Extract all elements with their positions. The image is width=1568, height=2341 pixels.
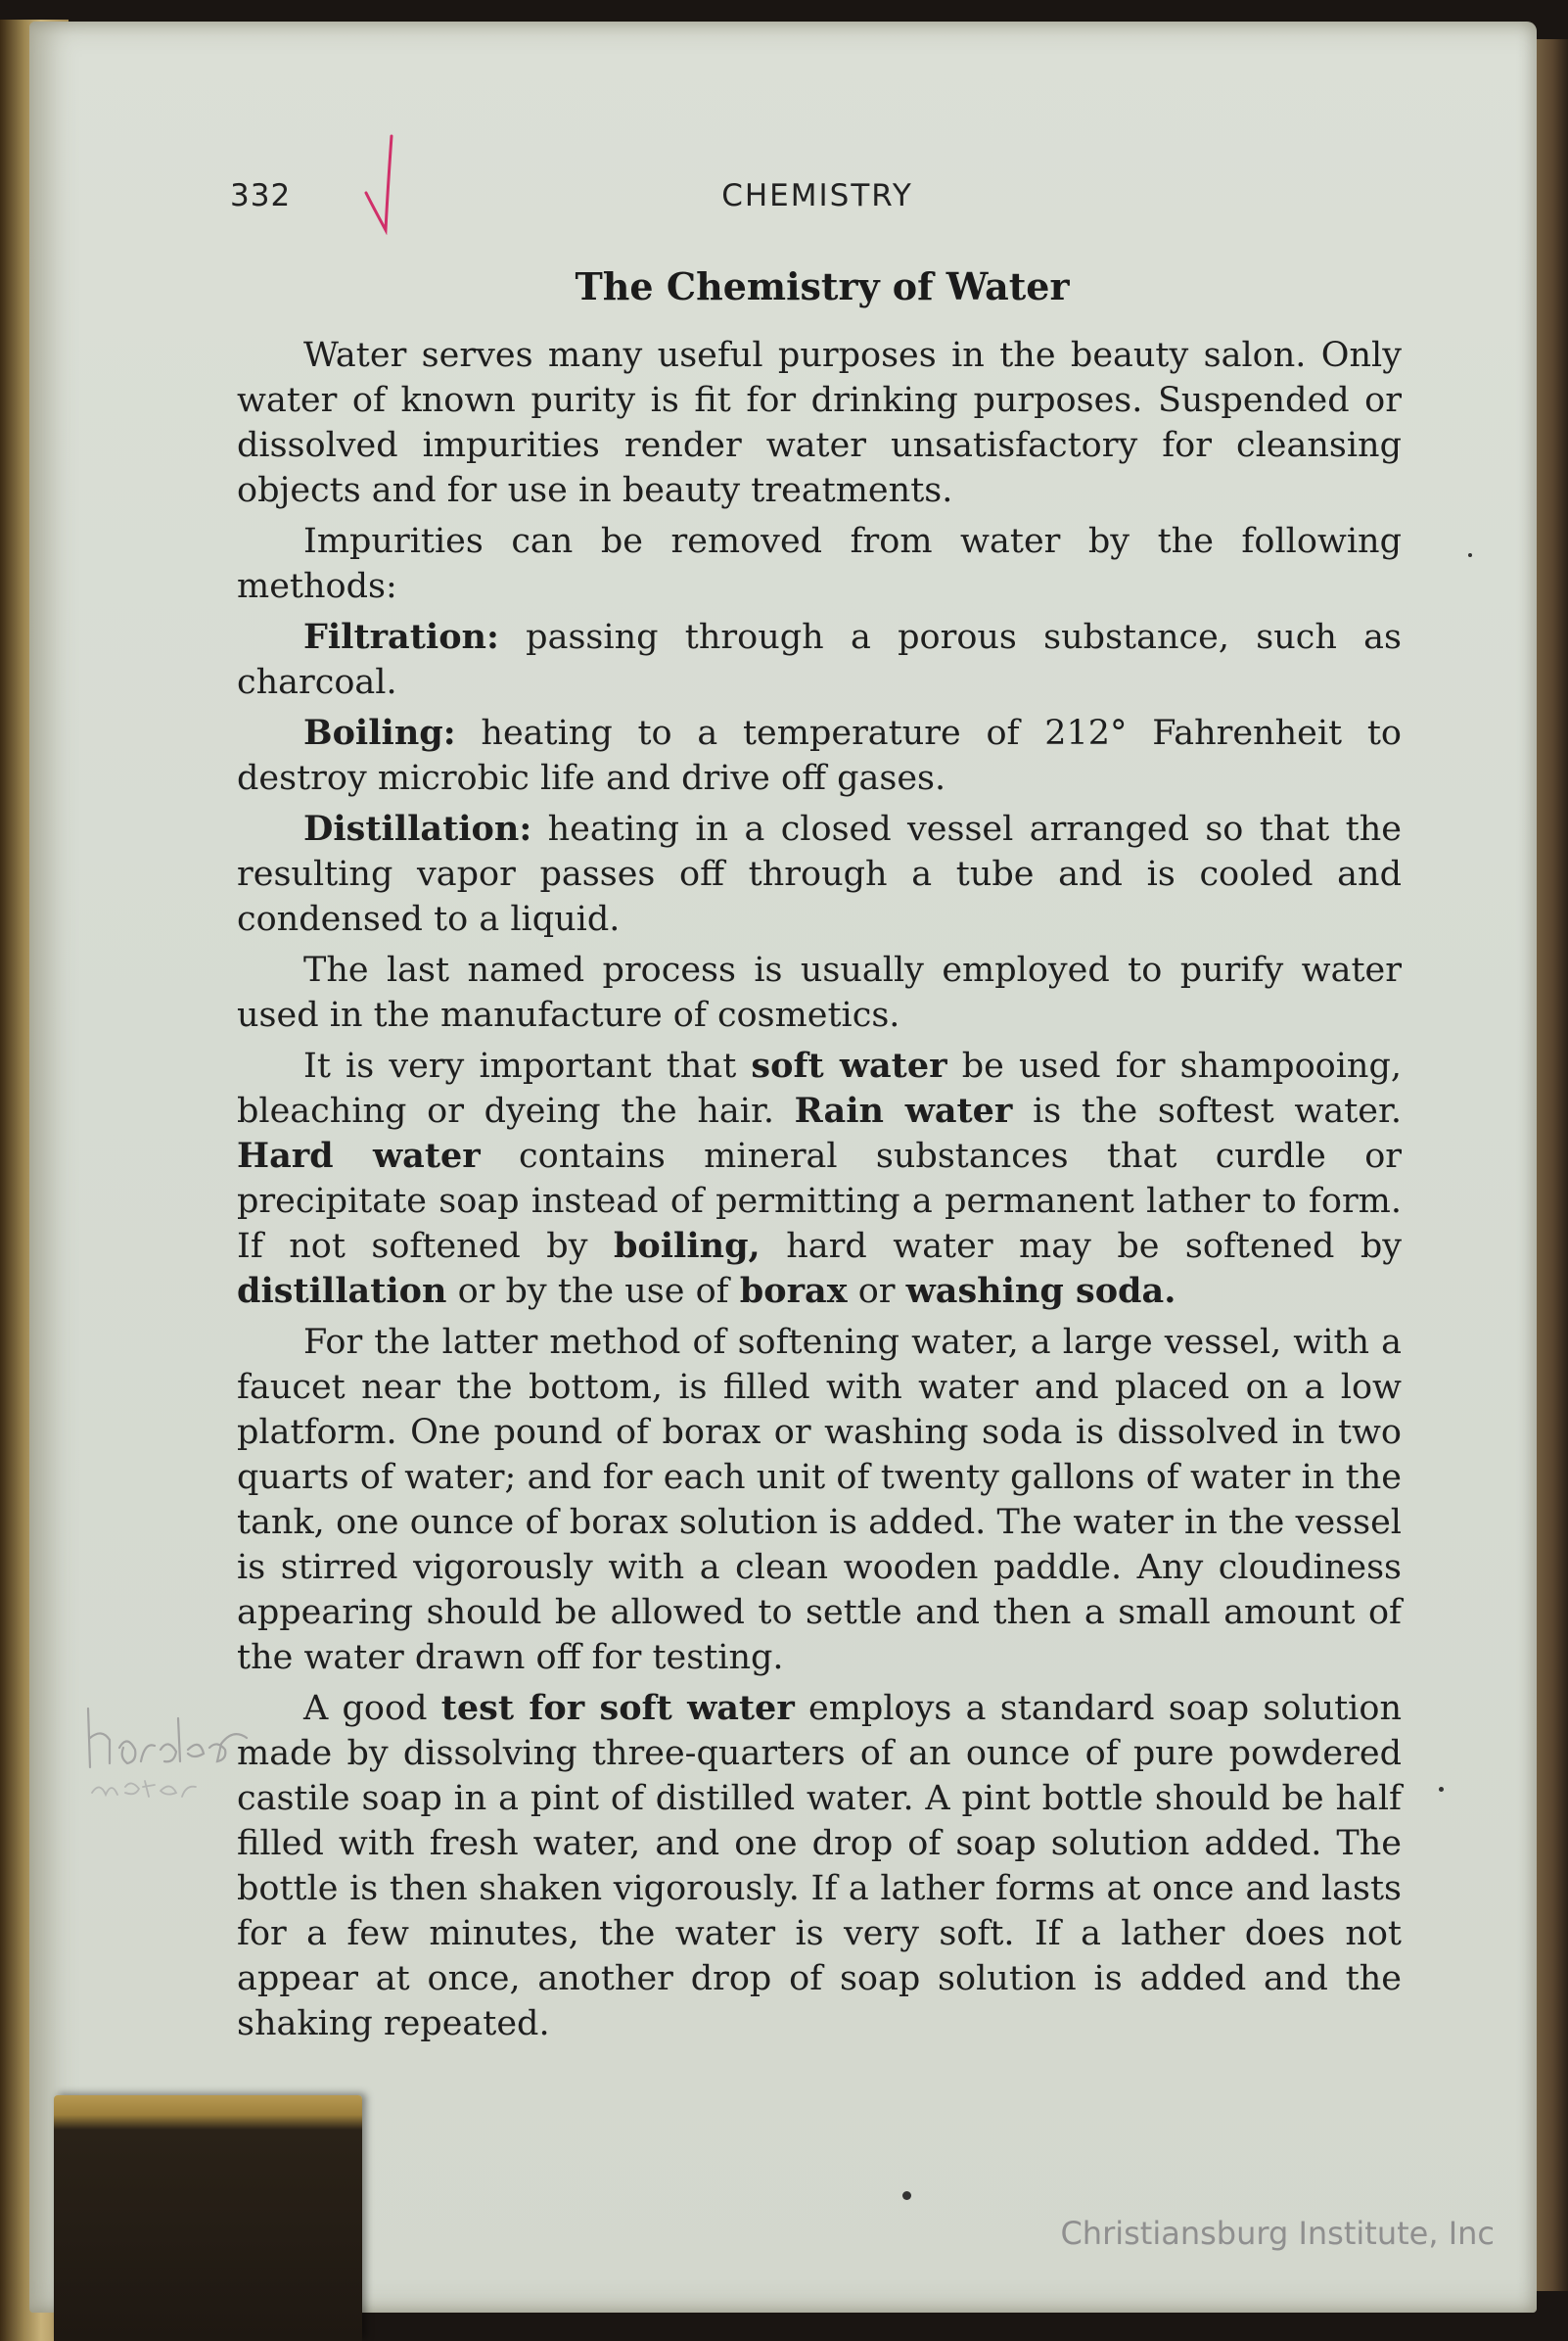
body-text — [237, 333, 1402, 2052]
paragraph — [237, 519, 1402, 609]
text-run: contains mineral substances that curdle or precipitate soap instead of permitting a permanent lather to form. If not softened by — [237, 1137, 1403, 1266]
text-run: passing through a porous substance, such as charcoal. — [237, 618, 1402, 702]
paragraph — [237, 1320, 1402, 1680]
text-run: heating to a temperature of 212° Fahrenheit to destroy microbic life and drive off gases. — [237, 714, 1402, 798]
bold-term: Rain water — [794, 1091, 1013, 1131]
margin-note-text: Hard water — [80, 1699, 86, 1700]
bold-term: soft water — [751, 1046, 947, 1086]
paragraph — [237, 1686, 1402, 2046]
bold-term: Hard water — [237, 1136, 481, 1176]
running-head: CHEMISTRY — [721, 178, 913, 213]
check-mark-icon — [362, 132, 401, 235]
bold-term: distillation — [237, 1271, 447, 1311]
text-run: is the softest water. — [1012, 1092, 1402, 1131]
text-run: heating in a closed vessel arranged so that the resulting vapor passes off through a tube and is cooled and condensed to a liquid. — [237, 810, 1402, 939]
text-run: or — [847, 1272, 906, 1311]
paragraph — [237, 1044, 1402, 1314]
bold-term: Distillation: — [303, 809, 532, 849]
text-run: For the latter method of softening water, a large vessel, with a faucet near the bottom, is filled with water and placed on a low platform. One pound of borax or washing soda is dissolved in two quarts of water; and for each unit of twenty gallons of water in the tank, one ounce of borax solution is added. The water in the vessel is stirred vigorously with a clean wooden paddle. Any cloudiness appearing should be allowed to settle and then a small amount of the water drawn off for testing. — [237, 1323, 1402, 1677]
text-run: or by the use of — [446, 1272, 740, 1311]
page-number: 332 — [230, 178, 292, 213]
text-run: A good — [303, 1689, 441, 1728]
paragraph — [237, 711, 1402, 801]
speck — [1439, 1787, 1444, 1792]
bold-term: boiling, — [613, 1226, 761, 1266]
text-run: Water serves many useful purposes in the beauty salon. Only water of known purity is fit for drinking purposes. Suspended or dissolved impurities render water unsatisfactory for cleansing objects and for use in beauty treatments. — [237, 336, 1402, 510]
text-run: hard water may be softened by — [760, 1227, 1402, 1266]
bold-term: Filtration: — [303, 617, 499, 657]
paragraph — [237, 807, 1402, 942]
page-weight-block — [54, 2095, 362, 2341]
pencil-margin-note — [80, 1699, 276, 1806]
speck — [902, 2191, 911, 2200]
text-run: It is very important that — [303, 1047, 752, 1086]
bold-term: borax — [739, 1271, 848, 1311]
text-run: be used for shampooing, bleaching or dyeing the hair. — [237, 1047, 1402, 1131]
paragraph — [237, 948, 1402, 1038]
section-title: The Chemistry of Water — [575, 264, 1070, 308]
text-run: Impurities can be removed from water by the following methods: — [237, 522, 1402, 606]
bold-term: test for soft water — [440, 1688, 795, 1728]
bold-term: washing soda. — [905, 1271, 1176, 1311]
page-header — [230, 178, 1405, 227]
text-run: The last named process is usually employed to purify water used in the manufacture of cosmetics. — [237, 951, 1402, 1035]
bold-term: Boiling: — [303, 713, 456, 753]
text-run: employs a standard soap solution made by dissolving three-quarters of an ounce of pure powdered castile soap in a pint of distilled water. A pint bottle should be half filled with fresh water, and one drop of soap solution added. The bottle is then shaken vigorously. If a lather forms at once and lasts for a few minutes, the water is very soft. If a lather does not appear at once, another drop of soap solution is added and the shaking repeated. — [237, 1689, 1402, 2043]
speck — [1468, 553, 1472, 557]
watermark: Christiansburg Institute, Inc — [1060, 2215, 1495, 2252]
paragraph — [237, 615, 1402, 705]
paragraph — [237, 333, 1402, 513]
